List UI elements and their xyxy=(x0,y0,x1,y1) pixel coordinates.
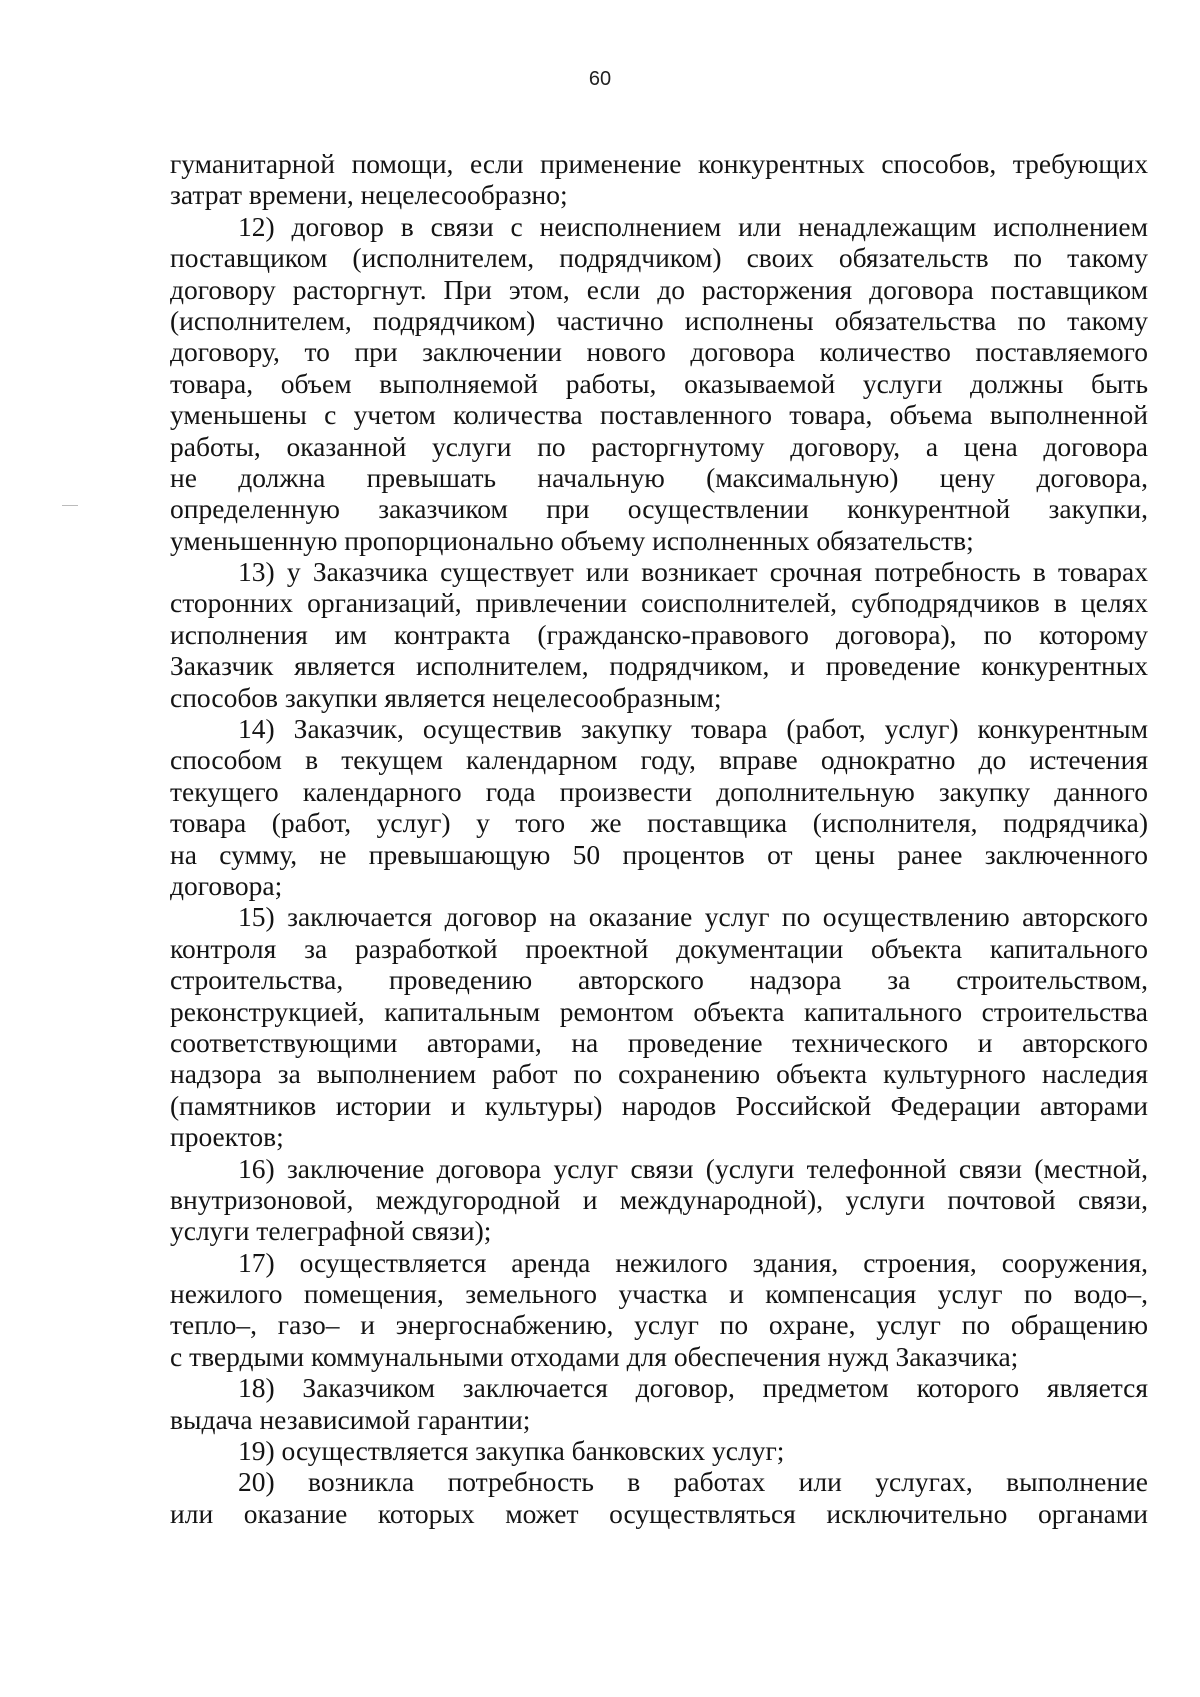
text-line: (исполнителем, подрядчиком) частично исполнены обязательства по такому xyxy=(170,304,1148,336)
text-line: затрат времени, нецелесообразно; xyxy=(170,179,568,211)
text-line: выдача независимой гарантии; xyxy=(170,1403,531,1435)
scan-artifact xyxy=(62,505,78,506)
paragraph xyxy=(170,901,1148,1152)
text-line: надзора за выполнением работ по сохранению объекта культурного наследия xyxy=(170,1058,1148,1090)
text-line: определенную заказчиком при осуществлении конкурентной закупки, xyxy=(170,493,1148,525)
paragraph xyxy=(170,148,1148,211)
text-line: 16) заключение договора услуг связи (услуги телефонной связи (местной, xyxy=(238,1152,1148,1184)
text-line: уменьшены с учетом количества поставленного товара, объема выполненной xyxy=(170,399,1148,431)
text-line: текущего календарного года произвести дополнительную закупку данного xyxy=(170,775,1148,807)
text-line: способов закупки является нецелесообразным; xyxy=(170,681,722,713)
text-line: товара, объем выполняемой работы, оказываемой услуги должны быть xyxy=(170,367,1148,399)
paragraph xyxy=(170,1247,1148,1373)
paragraph xyxy=(170,713,1148,901)
text-line: внутризоновой, междугородной и международной), услуги почтовой связи, xyxy=(170,1183,1148,1215)
text-line: 12) договор в связи с неисполнением или ненадлежащим исполнением xyxy=(238,210,1148,242)
text-line: сторонних организаций, привлечении соисполнителей, субподрядчиков в целях xyxy=(170,587,1148,619)
text-line: строительства, проведению авторского надзора за строительством, xyxy=(170,964,1148,996)
text-line: тепло–, газо– и энергоснабжению, услуг по охране, услуг по обращению xyxy=(170,1309,1148,1341)
text-line: договору расторгнут. При этом, если до расторжения договора поставщиком xyxy=(170,273,1148,305)
text-line: контроля за разработкой проектной документации объекта капитального xyxy=(170,932,1148,964)
text-line: услуги телеграфной связи); xyxy=(170,1215,492,1247)
text-line: исполнения им контракта (гражданско-правового договора), по которому xyxy=(170,618,1148,650)
text-line: поставщиком (исполнителем, подрядчиком) своих обязательств по такому xyxy=(170,242,1148,274)
text-line: 18) Заказчиком заключается договор, предметом которого является xyxy=(238,1372,1148,1404)
paragraph xyxy=(170,1153,1148,1247)
text-line: соответствующими авторами, на проведение технического и авторского xyxy=(170,1026,1148,1058)
paragraph xyxy=(170,556,1148,713)
text-line: договору, то при заключении нового договора количество поставляемого xyxy=(170,336,1148,368)
text-line: на сумму, не превышающую 50 процентов от цены ранее заключенного xyxy=(170,838,1148,870)
text-line: 17) осуществляется аренда нежилого здания, строения, сооружения, xyxy=(238,1246,1148,1278)
text-line: с твердыми коммунальными отходами для обеспечения нужд Заказчика; xyxy=(170,1340,1019,1372)
paragraph xyxy=(170,1372,1148,1435)
text-line: или оказание которых может осуществляться исключительно органами xyxy=(170,1497,1148,1529)
text-line: товара (работ, услуг) у того же поставщика (исполнителя, подрядчика) xyxy=(170,807,1148,839)
text-line: нежилого помещения, земельного участка и компенсация услуг по водо–, xyxy=(170,1278,1148,1310)
paragraph xyxy=(170,1466,1148,1529)
text-line: реконструкцией, капитальным ремонтом объекта капитального строительства xyxy=(170,995,1148,1027)
text-line: 13) у Заказчика существует или возникает срочная потребность в товарах xyxy=(238,556,1148,588)
text-line: Заказчик является исполнителем, подрядчиком, и проведение конкурентных xyxy=(170,650,1148,682)
text-line: гуманитарной помощи, если применение конкурентных способов, требующих xyxy=(170,148,1148,179)
paragraph xyxy=(170,1435,1148,1466)
text-line: 19) осуществляется закупка банковских услуг; xyxy=(238,1435,785,1467)
text-line: проектов; xyxy=(170,1121,284,1153)
text-line: не должна превышать начальную (максимальную) цену договора, xyxy=(170,461,1148,493)
text-line: 20) возникла потребность в работах или услугах, выполнение xyxy=(238,1466,1148,1498)
page-number: 60 xyxy=(588,68,612,90)
text-line: 14) Заказчик, осуществив закупку товара (работ, услуг) конкурентным xyxy=(238,713,1148,745)
text-line: (памятников истории и культуры) народов Российской Федерации авторами xyxy=(170,1089,1148,1121)
text-line: способом в текущем календарном году, вправе однократно до истечения xyxy=(170,744,1148,776)
document-body xyxy=(170,148,1148,1529)
text-line: уменьшенную пропорционально объему исполненных обязательств; xyxy=(170,524,974,556)
text-line: договора; xyxy=(170,869,283,901)
text-line: 15) заключается договор на оказание услуг по осуществлению авторского xyxy=(238,901,1148,933)
text-line: работы, оказанной услуги по расторгнутому договору, а цена договора xyxy=(170,430,1148,462)
paragraph xyxy=(170,211,1148,556)
